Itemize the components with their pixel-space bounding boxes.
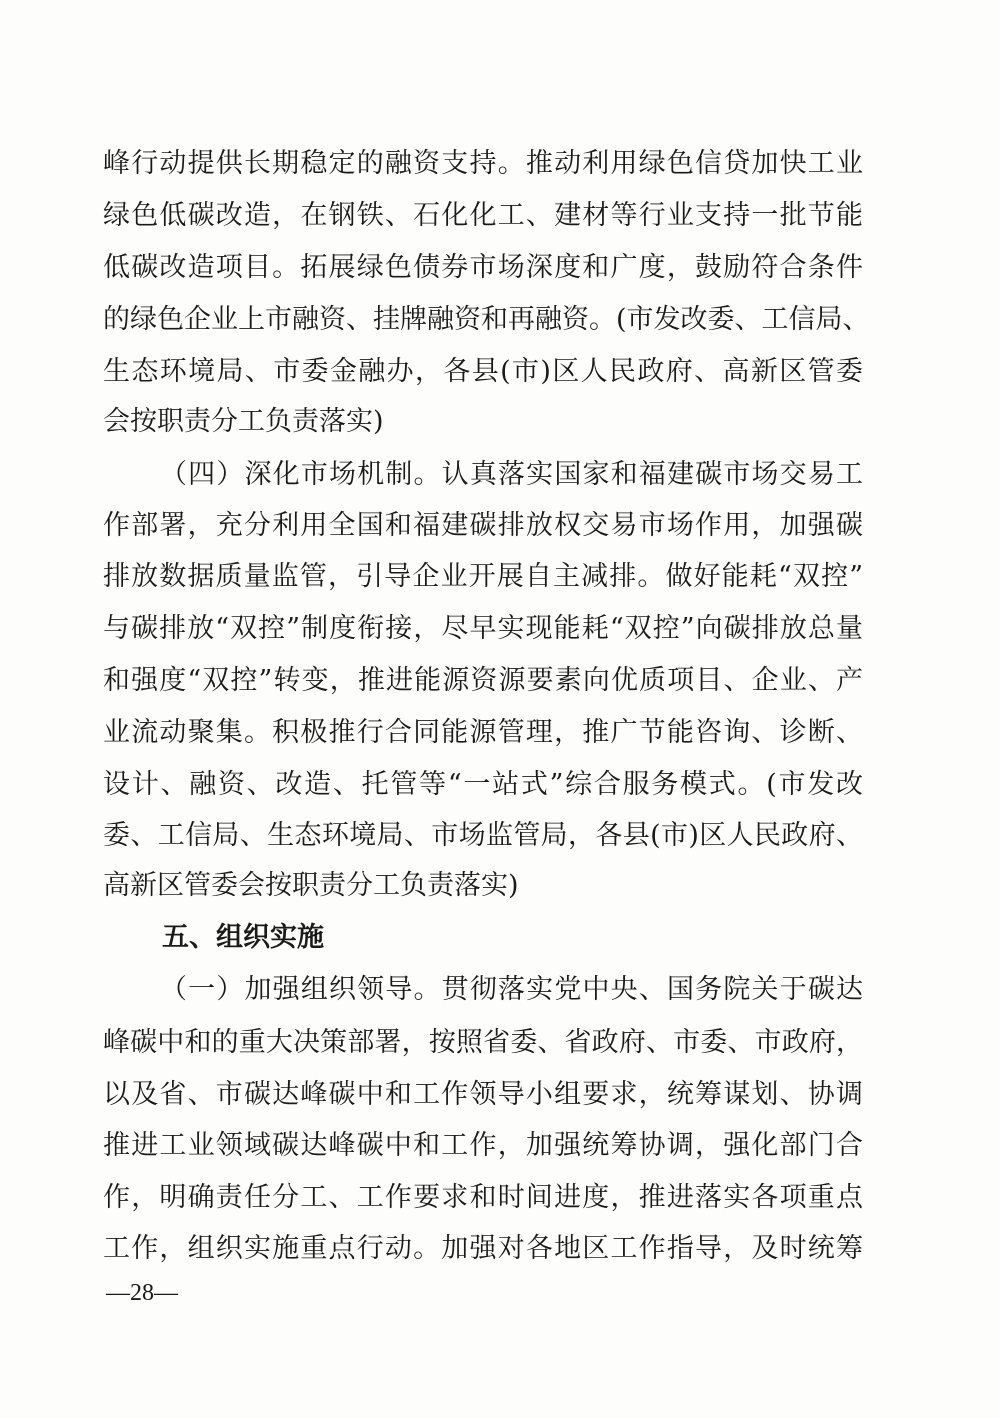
text-line: 排放数据质量监管，引导企业开展自主减排。做好能耗“双控” bbox=[103, 561, 863, 592]
text-line: 推进工业领域碳达峰碳中和工作，加强统筹协调，强化部门合 bbox=[103, 1130, 863, 1161]
page-number: —28— bbox=[106, 1280, 178, 1306]
text-line: 设计、融资、改造、托管等“一站式”综合服务模式。(市发改 bbox=[103, 769, 863, 800]
text-line: 以及省、市碳达峰碳中和工作领导小组要求，统筹谋划、协调 bbox=[103, 1079, 863, 1110]
text-line: 会按职责分工负责落实) bbox=[103, 406, 384, 437]
text-line: 工作，组织实施重点行动。加强对各地区工作指导，及时统筹 bbox=[103, 1233, 863, 1264]
paragraph-start-line: （四）深化市场机制。认真落实国家和福建碳市场交易工 bbox=[160, 459, 863, 490]
paragraph-start-line: （一）加强组织领导。贯彻落实党中央、国务院关于碳达 bbox=[160, 974, 863, 1005]
text-line: 委、工信局、生态环境局、市场监管局，各县(市)区人民政府、 bbox=[103, 820, 863, 851]
text-line: 峰碳中和的重大决策部署，按照省委、省政府、市委、市政府， bbox=[103, 1027, 863, 1058]
text-line: 业流动聚集。积极推行合同能源管理，推广节能咨询、诊断、 bbox=[103, 717, 863, 748]
text-line: 低碳改造项目。拓展绿色债券市场深度和广度，鼓励符合条件 bbox=[103, 252, 863, 283]
text-line: 作，明确责任分工、工作要求和时间进度，推进落实各项重点 bbox=[103, 1182, 863, 1213]
text-line: 的绿色企业上市融资、挂牌融资和再融资。(市发改委、工信局、 bbox=[103, 304, 870, 335]
text-line: 高新区管委会按职责分工负责落实) bbox=[103, 870, 519, 901]
text-line: 和强度“双控”转变，推进能源资源要素向优质项目、企业、产 bbox=[103, 665, 863, 696]
text-line: 绿色低碳改造，在钢铁、石化化工、建材等行业支持一批节能 bbox=[103, 200, 863, 231]
text-line: 峰行动提供长期稳定的融资支持。推动利用绿色信贷加快工业 bbox=[103, 148, 863, 179]
section-heading: 五、组织实施 bbox=[162, 922, 324, 953]
text-line: 生态环境局、市委金融办，各县(市)区人民政府、高新区管委 bbox=[103, 356, 863, 387]
text-line: 与碳排放“双控”制度衔接，尽早实现能耗“双控”向碳排放总量 bbox=[103, 613, 863, 644]
text-line: 作部署，充分利用全国和福建碳排放权交易市场作用，加强碳 bbox=[103, 510, 863, 541]
